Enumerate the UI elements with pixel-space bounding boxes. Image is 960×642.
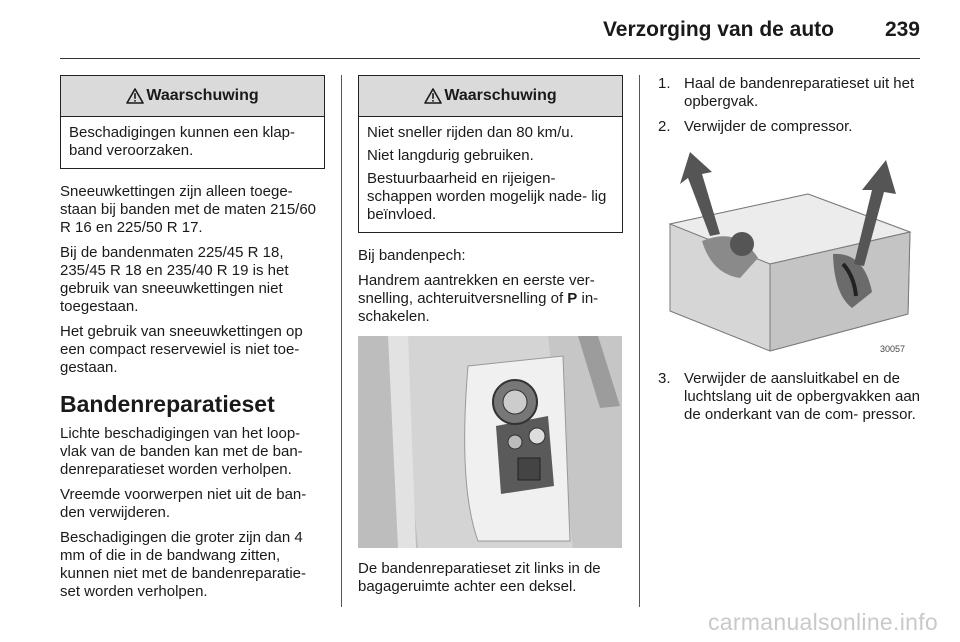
instruction-text: Handrem aantrekken en eerste ver- snelling, achteruitversnelling of: [358, 272, 595, 307]
warning-box: [358, 75, 623, 233]
warning-triangle-icon: [126, 88, 144, 104]
step-text: Verwijder de aansluitkabel en de luchtslang uit de opbergvakken aan de onderkant van de com- pressor.: [684, 370, 921, 423]
warning-title: Waarschuwing: [444, 87, 557, 104]
figure-number: 30057: [880, 344, 906, 354]
warning-header: [359, 76, 622, 117]
section-heading: Bandenreparatieset: [60, 391, 275, 417]
page-header: [0, 0, 960, 62]
paragraph: Vreemde voorwerpen niet uit de ban- den verwijderen.: [60, 486, 307, 521]
header-rule: [60, 58, 920, 59]
paragraph: [358, 272, 623, 326]
paragraph: Sneeuwkettingen zijn alleen toege- staan bij banden met de maten 215/60 R 16 en 225/50 R 17.: [60, 183, 317, 236]
instruction-text: in- schakelen.: [358, 290, 599, 325]
warning-triangle-icon: [424, 88, 442, 104]
paragraph: Beschadigingen die groter zijn dan 4 mm of die in de bandwang zitten, kunnen niet met de bandenreparatie- set worden verholpen.: [60, 529, 307, 600]
trunk-compartment-photo: [358, 336, 622, 548]
paragraph: Lichte beschadigingen van het loop- vlak van de banden kan met de ban- denreparatieset worden verholpen.: [60, 425, 303, 478]
step-number: 2.: [658, 118, 671, 135]
step-text: Haal de bandenreparatieset uit het opbergvak.: [684, 75, 915, 110]
paragraph: Bij de bandenmaten 225/45 R 18, 235/45 R 18 en 235/40 R 19 is het gebruik van sneeuwkettingen niet toegestaan.: [60, 244, 289, 315]
paragraph: Bij bandenpech:: [358, 247, 466, 264]
warning-text: Bestuurbaarheid en rijeigen- schappen worden mogelijk nade- lig beïnvloed.: [367, 170, 607, 223]
step-item: [658, 75, 920, 111]
step-number: 1.: [658, 75, 671, 92]
warning-text: Niet sneller rijden dan 80 km/u.: [367, 124, 574, 141]
paragraph: Het gebruik van sneeuwkettingen op een compact reservewiel is niet toe- gestaan.: [60, 323, 303, 376]
step-item: [658, 118, 920, 136]
step-list: [658, 370, 920, 424]
page-number: 239: [884, 18, 920, 41]
warning-box: [60, 75, 325, 169]
compressor-photo: [658, 146, 920, 358]
warning-body: [61, 117, 324, 168]
step-text: Verwijder de compressor.: [684, 118, 853, 135]
header-title: Verzorging van de auto: [602, 18, 834, 41]
gear-p-label: P: [567, 290, 578, 307]
column-3: [658, 75, 920, 431]
watermark: carmanualsonline.info: [707, 609, 938, 635]
column-divider: [341, 75, 342, 607]
step-number: 3.: [658, 370, 671, 387]
warning-text: Beschadigingen kunnen een klap- band veroorzaken.: [69, 124, 296, 159]
warning-text: Niet langdurig gebruiken.: [367, 147, 534, 164]
warning-body: [359, 117, 622, 232]
warning-header: [61, 76, 324, 117]
step-list: [658, 75, 920, 136]
step-item: [658, 370, 920, 424]
column-1: [60, 75, 325, 608]
warning-title: Waarschuwing: [146, 87, 259, 104]
column-divider: [639, 75, 640, 607]
photo-caption: De bandenreparatieset zit links in de bagageruimte achter een deksel.: [358, 560, 601, 595]
column-2: [358, 75, 623, 603]
